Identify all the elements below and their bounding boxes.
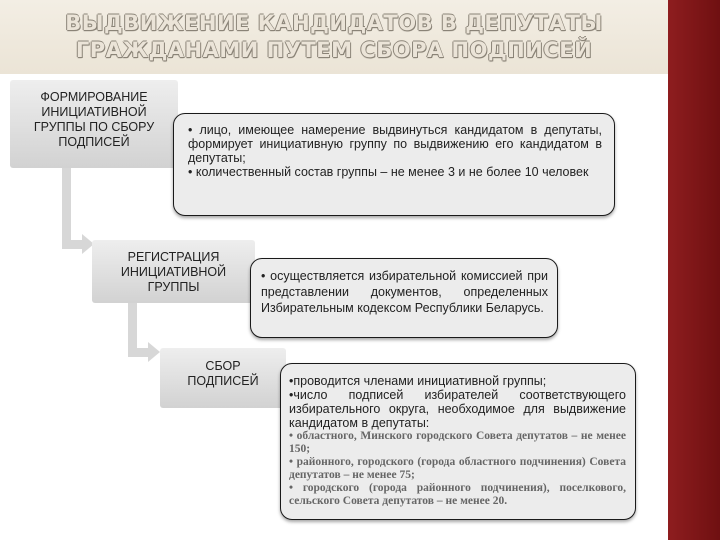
step-2-label-line: РЕГИСТРАЦИЯ xyxy=(127,250,220,264)
step-3-subitem: • районного, городского (города областного подчинения) Совета депутатов – не менее 75; xyxy=(289,456,626,481)
title-line-1: ВЫДВИЖЕНИЕ КАНДИДАТОВ В ДЕПУТАТЫ xyxy=(65,11,603,35)
accent-band xyxy=(668,0,720,540)
connector-2-arrowhead xyxy=(148,342,160,362)
step-3-description xyxy=(280,363,636,520)
connector-2-horizontal xyxy=(128,348,148,357)
title-header xyxy=(0,0,668,74)
step-1-label-line: ФОРМИРОВАНИЕ xyxy=(40,90,148,104)
slide-title xyxy=(0,10,668,64)
step-3-item: •число подписей избирателей соответствующего избирательного округа, необходимое для выдвижение кандидатом в депутаты: xyxy=(289,388,626,430)
step-1-item: • количественный состав группы – не менее 3 и не более 10 человек xyxy=(188,165,589,179)
step-2-description xyxy=(250,258,558,338)
step-1-label-line: ГРУППЫ ПО СБОРУ xyxy=(33,120,155,134)
step-3-label xyxy=(160,348,286,408)
connector-1-horizontal xyxy=(62,240,82,249)
connector-1-vertical xyxy=(62,168,71,249)
step-3-subitem: • областного, Минского городского Совета депутатов – не менее 150; xyxy=(289,430,626,455)
step-2-label-line: ГРУППЫ xyxy=(147,280,200,294)
step-2-item: • осуществляется избирательной комиссией при представлении документов, определенных Избирательным кодексом Республики Беларусь. xyxy=(261,269,548,315)
step-1-label xyxy=(10,80,178,168)
step-1-label-line: ПОДПИСЕЙ xyxy=(58,135,130,149)
step-2-label-line: ИНИЦИАТИВНОЙ xyxy=(120,265,227,279)
step-3-label-line: ПОДПИСЕЙ xyxy=(187,374,259,388)
step-3-label-line: СБОР xyxy=(205,359,241,373)
step-2-label xyxy=(92,240,255,303)
title-line-2: ГРАЖДАНАМИ ПУТЕМ СБОРА ПОДПИСЕЙ xyxy=(75,38,593,62)
step-3-item: •проводится членами инициативной группы; xyxy=(289,374,547,388)
step-3-subitem: • городского (города районного подчинения), поселкового, сельского Совета депутатов – не менее 20. xyxy=(289,482,626,507)
step-1-label-line: ИНИЦИАТИВНОЙ xyxy=(41,105,147,119)
step-1-description xyxy=(173,113,615,216)
step-1-item: • лицо, имеющее намерение выдвинуться кандидатом в депутаты, формирует инициативную группу по выдвижению его кандидатом в депутаты; xyxy=(188,123,602,165)
